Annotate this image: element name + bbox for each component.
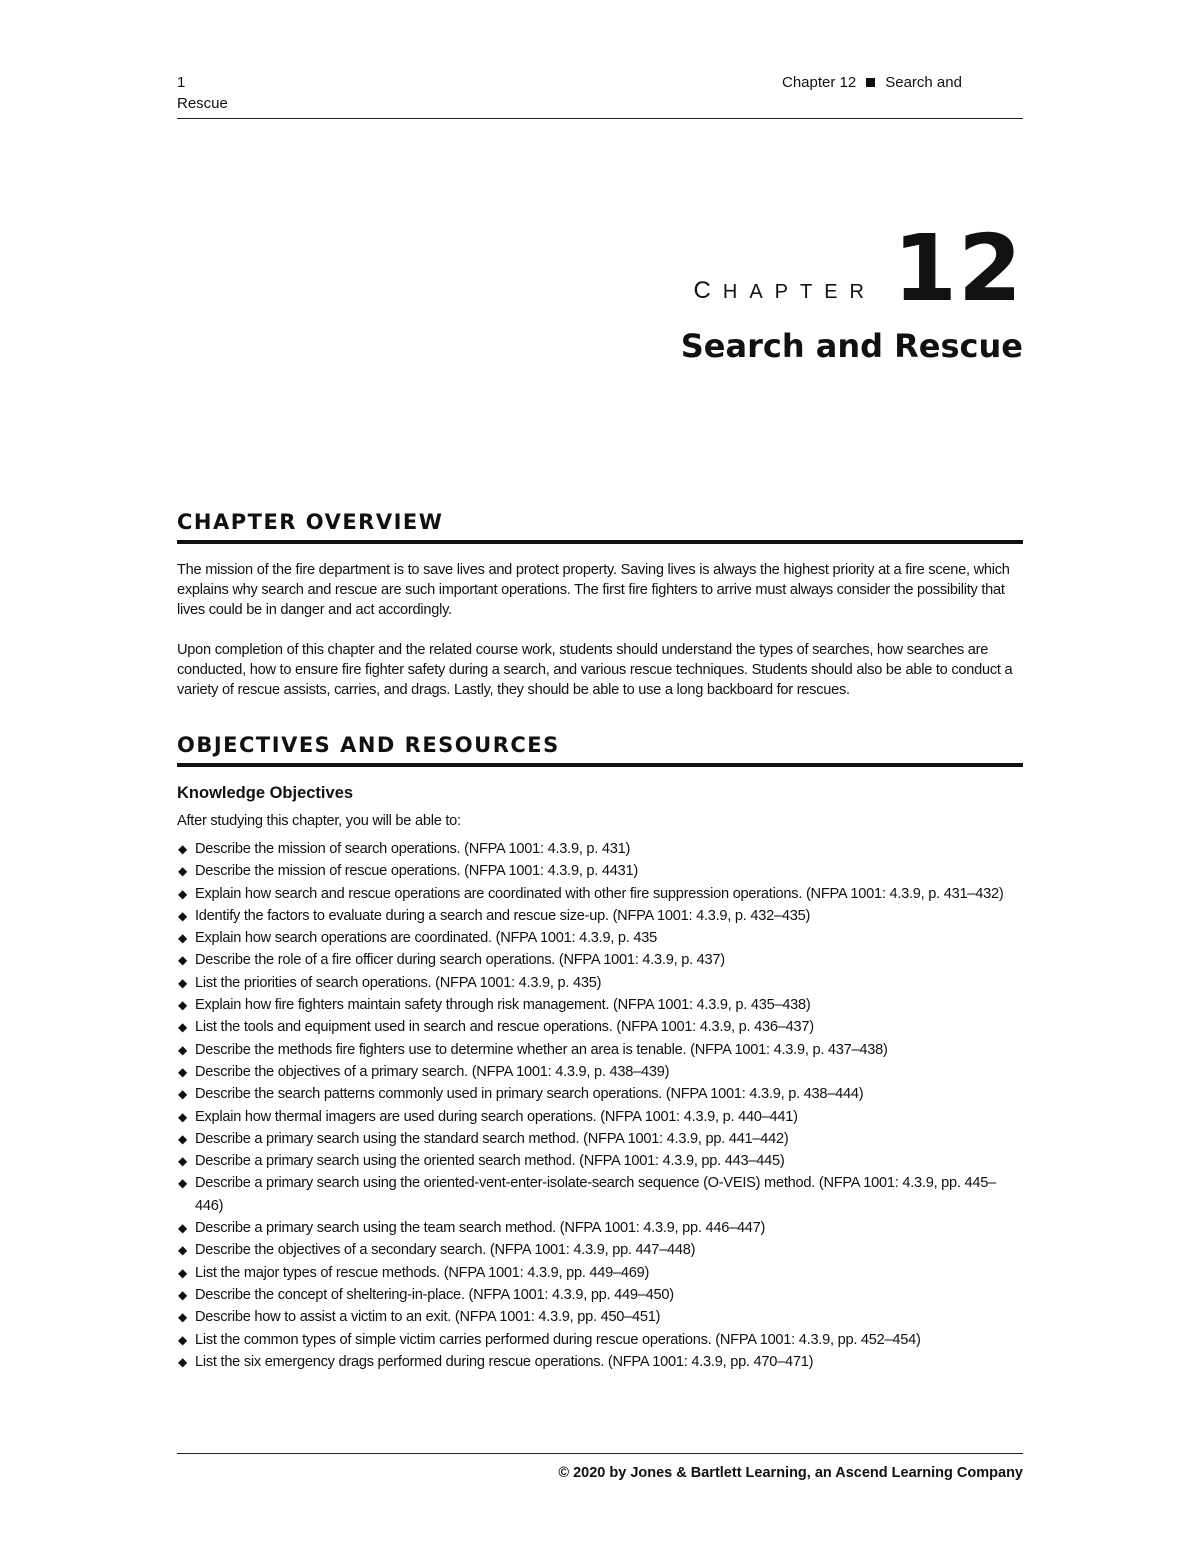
list-item xyxy=(177,994,1023,1016)
diamond-bullet-icon: ◆ xyxy=(178,1176,187,1191)
list-item-text: Describe the concept of sheltering-in-place. (NFPA 1001: 4.3.9, pp. 449–450) xyxy=(195,1286,674,1303)
list-item xyxy=(177,860,1023,882)
diamond-bullet-icon: ◆ xyxy=(178,1109,187,1124)
list-item-text: Explain how search operations are coordinated. (NFPA 1001: 4.3.9, p. 435 xyxy=(195,930,657,947)
chapter-overview-heading: CHAPTER OVERVIEW xyxy=(177,508,1023,544)
list-item-text: Describe the objectives of a primary search. (NFPA 1001: 4.3.9, p. 438–439) xyxy=(195,1063,670,1080)
running-header-left xyxy=(177,72,228,114)
diamond-bullet-icon: ◆ xyxy=(178,1332,187,1347)
footer-divider xyxy=(177,1453,1023,1454)
list-item xyxy=(177,1150,1023,1172)
list-item xyxy=(177,1083,1023,1105)
list-item xyxy=(177,1106,1023,1128)
list-item-text: Identify the factors to evaluate during a search and rescue size-up. (NFPA 1001: 4.3.9, p. 432–435) xyxy=(195,907,811,924)
diamond-bullet-icon: ◆ xyxy=(178,1310,187,1325)
list-item xyxy=(177,1351,1023,1373)
list-item xyxy=(177,949,1023,971)
diamond-bullet-icon: ◆ xyxy=(178,998,187,1013)
list-item xyxy=(177,1284,1023,1306)
list-item-text: Describe how to assist a victim to an exit. (NFPA 1001: 4.3.9, pp. 450–451) xyxy=(195,1309,661,1326)
list-item xyxy=(177,905,1023,927)
list-item-text: Describe a primary search using the oriented search method. (NFPA 1001: 4.3.9, pp. 443–445) xyxy=(195,1153,785,1170)
list-item-text: List the major types of rescue methods. (NFPA 1001: 4.3.9, pp. 449–469) xyxy=(195,1264,650,1281)
diamond-bullet-icon: ◆ xyxy=(178,842,187,856)
diamond-bullet-icon: ◆ xyxy=(178,1042,187,1057)
overview-paragraph-2: Upon completion of this chapter and the related course work, students should understand the types of searches, how searches are conducted, how to ensure fire fighter safety during a search, and various rescue techniques. Students should also be able to conduct a variety of rescue assists, carries, and drags. Lastly, they should be able to use a long backboard for rescues. xyxy=(177,642,1013,698)
list-item-text: List the six emergency drags performed during rescue operations. (NFPA 1001: 4.3.9, pp. 470–471) xyxy=(195,1353,814,1370)
running-title: Search and xyxy=(885,74,962,91)
list-item xyxy=(177,927,1023,949)
list-item-text: Explain how thermal imagers are used during search operations. (NFPA 1001: 4.3.9, p. 440–441) xyxy=(195,1108,798,1125)
diamond-bullet-icon: ◆ xyxy=(178,886,187,901)
objectives-intro: After studying this chapter, you will be able to: xyxy=(177,813,461,829)
diamond-bullet-icon: ◆ xyxy=(178,1354,187,1369)
diamond-bullet-icon: ◆ xyxy=(178,1131,187,1146)
list-item xyxy=(177,1172,1023,1217)
list-item-text: Describe a primary search using the team search method. (NFPA 1001: 4.3.9, pp. 446–447) xyxy=(195,1220,766,1237)
diamond-bullet-icon: ◆ xyxy=(178,931,187,946)
list-item-text: List the priorities of search operations. (NFPA 1001: 4.3.9, p. 435) xyxy=(195,974,602,991)
diamond-bullet-icon: ◆ xyxy=(178,1287,187,1302)
list-item-text: Describe the mission of rescue operations. (NFPA 1001: 4.3.9, p. 4431) xyxy=(195,863,638,880)
list-item-text: Describe the objectives of a secondary search. (NFPA 1001: 4.3.9, pp. 447–448) xyxy=(195,1242,696,1259)
chapter-title: Search and Rescue xyxy=(680,327,1023,365)
list-item-text: Describe the role of a fire officer during search operations. (NFPA 1001: 4.3.9, p. 437) xyxy=(195,952,725,969)
square-bullet-icon xyxy=(866,78,875,87)
running-title-continued: Rescue xyxy=(177,95,228,112)
list-item-text: List the tools and equipment used in search and rescue operations. (NFPA 1001: 4.3.9, p. 436–437) xyxy=(195,1019,814,1036)
list-item xyxy=(177,1039,1023,1061)
diamond-bullet-icon: ◆ xyxy=(178,953,187,968)
list-item-text: Explain how search and rescue operations are coordinated with other fire suppression operations. (NFPA 1001: 4.3.9, p. 431–432) xyxy=(195,885,1004,902)
list-item-text: List the common types of simple victim carries performed during rescue operations. (NFPA 1001: 4.3.9, pp. 452–454) xyxy=(195,1331,921,1348)
knowledge-objectives-subheading: Knowledge Objectives xyxy=(177,784,354,802)
list-item xyxy=(177,1128,1023,1150)
diamond-bullet-icon: ◆ xyxy=(178,864,187,879)
diamond-bullet-icon: ◆ xyxy=(178,1087,187,1102)
running-header-right xyxy=(782,72,962,93)
diamond-bullet-icon: ◆ xyxy=(178,1154,187,1169)
chapter-reference: Chapter 12 xyxy=(782,74,857,91)
objectives-heading: OBJECTIVES AND RESOURCES xyxy=(177,731,1023,767)
diamond-bullet-icon: ◆ xyxy=(178,908,187,923)
list-item xyxy=(177,1262,1023,1284)
list-item xyxy=(177,883,1023,905)
list-item xyxy=(177,1239,1023,1261)
objectives-list xyxy=(177,838,1023,1373)
overview-paragraph-1: The mission of the fire department is to save lives and protect property. Saving lives is always the highest priority at a fire scene, which explains why search and rescue are such important operations. The first fire fighters to arrive must always consider the possibility that lives could be in danger and act accordingly. xyxy=(177,562,1010,618)
diamond-bullet-icon: ◆ xyxy=(178,1265,187,1280)
chapter-label-initial: C xyxy=(693,277,723,304)
diamond-bullet-icon: ◆ xyxy=(178,1243,187,1258)
list-item xyxy=(177,1016,1023,1038)
chapter-number: 12 xyxy=(892,215,1023,322)
footer-copyright: © 2020 by Jones & Bartlett Learning, an Ascend Learning Company xyxy=(558,1465,1023,1481)
diamond-bullet-icon: ◆ xyxy=(178,975,187,990)
diamond-bullet-icon: ◆ xyxy=(178,1064,187,1079)
list-item-text: Describe the mission of search operations. (NFPA 1001: 4.3.9, p. 431) xyxy=(195,841,631,857)
list-item xyxy=(177,1217,1023,1239)
list-item xyxy=(177,1306,1023,1328)
chapter-label xyxy=(694,277,876,305)
list-item-text: Describe the methods fire fighters use to determine whether an area is tenable. (NFPA 1001: 4.3.9, p. 437–438) xyxy=(195,1041,888,1058)
running-header xyxy=(177,72,1023,119)
list-item xyxy=(177,1329,1023,1351)
list-item xyxy=(177,1061,1023,1083)
diamond-bullet-icon: ◆ xyxy=(178,1020,187,1035)
list-item xyxy=(177,972,1023,994)
diamond-bullet-icon: ◆ xyxy=(178,1221,187,1236)
list-item-text: Describe a primary search using the oriented-vent-enter-isolate-search sequence (O-VEIS) method. (NFPA 1001: 4.3.9, pp. 445–446) xyxy=(195,1175,996,1214)
list-item-text: Describe a primary search using the standard search method. (NFPA 1001: 4.3.9, pp. 441–442) xyxy=(195,1130,789,1147)
list-item xyxy=(177,838,1023,860)
page-number: 1 xyxy=(177,74,186,91)
list-item-text: Describe the search patterns commonly used in primary search operations. (NFPA 1001: 4.3.9, p. 438–444) xyxy=(195,1086,864,1103)
list-item-text: Explain how fire fighters maintain safety through risk management. (NFPA 1001: 4.3.9, p. 435–438) xyxy=(195,997,811,1014)
chapter-label-rest: HAPTER xyxy=(722,281,876,303)
